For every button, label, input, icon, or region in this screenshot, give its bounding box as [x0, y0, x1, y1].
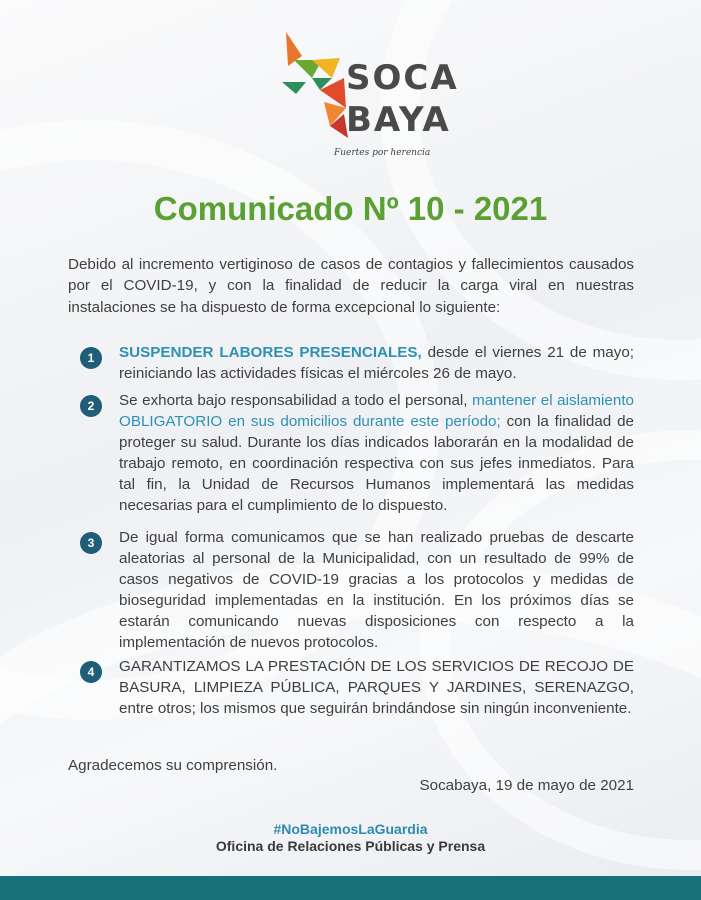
item-highlight: mantener el aislamiento OBLIGATORIO en sus domicilios durante este período;: [119, 392, 634, 430]
closing-text: Agradecemos su comprensión.: [68, 757, 278, 774]
item-text: GARANTIZAMOS LA PRESTACIÓN DE LOS SERVICIOS DE RECOJO DE BASURA, LIMPIEZA PÚBLICA, PARQUES Y JARDINES, SERENAZGO, entre otros; los mismos que seguirán brindándose sin ningún inconveniente.: [119, 658, 634, 717]
item-body-after: con la finalidad de proteger su salud. Durante los días indicados laborarán en la modalidad de trabajo remoto, en coordinación respectiva con sus jefes inmediatos. Para tal fin, la Unidad de Recursos Humanos implementará las medidas necesarias para el cumplimiento de lo dispuesto.: [119, 412, 634, 514]
office-signature: Oficina de Relaciones Públicas y Prensa: [215, 838, 486, 854]
item-highlight: SUSPENDER LABORES PRESENCIALES,: [119, 344, 422, 361]
item-number-badge: 2: [80, 395, 102, 417]
footer-bar: [0, 876, 701, 900]
item-number-badge: 1: [80, 347, 102, 369]
hashtag: #NoBajemosLaGuardia: [273, 821, 428, 837]
item-number-badge: 3: [80, 532, 102, 554]
logo-word-line2: BAYA: [346, 100, 451, 140]
logo-tagline: Fuertes por herencia: [334, 148, 431, 158]
item-text: [119, 343, 634, 385]
item-number-badge: 4: [80, 661, 102, 683]
place-date: Socabaya, 19 de mayo de 2021: [419, 777, 634, 794]
list-item-3: [68, 528, 634, 653]
item-body: desde el viernes 21 de mayo; reiniciando las actividades físicas el miércoles 26 de mayo.: [119, 344, 634, 382]
page-title: Comunicado Nº 10 - 2021: [153, 190, 548, 227]
list-item-4: [68, 657, 634, 720]
item-text: [119, 391, 634, 516]
intro-paragraph: Debido al incremento vertiginoso de casos de contagios y fallecimientos causados por el COVID-19, y con la finalidad de reducir la carga viral en nuestras instalaciones se ha dispuesto de forma excepcional lo siguiente:: [68, 256, 634, 316]
item-body-before: Se exhorta bajo responsabilidad a todo el personal,: [119, 392, 473, 409]
logo-word-line1: SOCA: [346, 58, 459, 98]
socabaya-logo: [282, 30, 459, 165]
list-item-1: [68, 343, 634, 385]
item-text: De igual forma comunicamos que se han realizado pruebas de descarte aleatorias al personal de la Municipalidad, con un resultado de 99% de casos negativos de COVID-19 gracias a los protocolos y medidas de bioseguridad implementadas en la institución. En los próximos días se estarán comunicando nuevas disposiciones con respecto a la implementación de nuevos protocolos.: [119, 529, 634, 651]
list-item-2: [68, 391, 634, 516]
